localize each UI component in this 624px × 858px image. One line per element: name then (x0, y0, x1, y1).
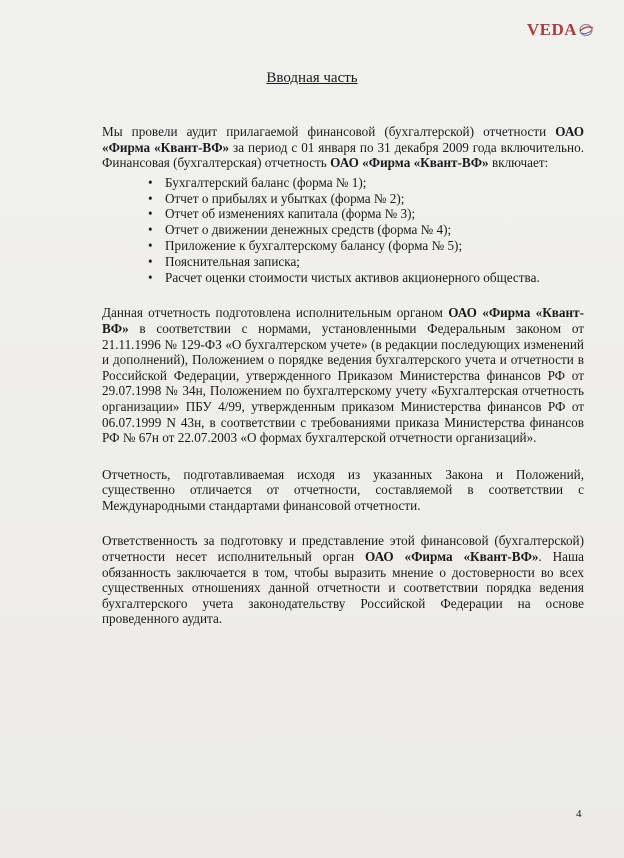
bullet-icon: • (148, 237, 153, 253)
report-forms-list (102, 175, 584, 286)
document-body (102, 124, 584, 627)
company-name: ОАО «Фирма «Квант-ВФ» (364, 549, 539, 565)
list-item: • Отчет о движении денежных средств (форма № 4); (148, 222, 452, 238)
standards-paragraph: Отчетность, подготавливаемая исходя из указанных Закона и Положений, существенно отличается от отчетности, составляемой в соответствии с Международными стандартами финансовой отчетности. (102, 466, 584, 513)
preparation-paragraph: Данная отчетность подготовлена исполнительным органом ОАО «Фирма «Квант-ВФ» в соответствии с нормами, установленными Федеральным законом от 21.11.1996 № 129-ФЗ «О бухгалтерском учете» (в редакции последующих изменений и дополнений), Положением о порядке ведения бухгалтерского учета и отчетности в Российской Федерации, утвержденного Приказом Министерства финансов РФ от 29.07.1998 № 34н, Положением по бухгалтерскому учету «Бухгалтерская отчетность организации» ПБУ 4/99, утвержденным приказом Министерства финансов РФ от 06.07.1999 N 43н, в соответствии с требованиями приказа Министерства финансов РФ № 67н от 22.07.2003 «О формах бухгалтерской отчетности организаций». (102, 305, 584, 446)
list-item: • Приложение к бухгалтерскому балансу (форма № 5); (148, 237, 463, 253)
bullet-icon: • (148, 190, 153, 206)
intro-paragraph (102, 124, 584, 171)
company-name: ОАО «Фирма «Квант-ВФ» (102, 305, 584, 336)
page-title: Вводная часть (266, 70, 358, 86)
page-number: 4 (576, 808, 582, 820)
intro-text-2: за период с 01 января по 31 декабря 2009 года включительно. Финансовая (бухгалтерская) отчетность (102, 139, 584, 171)
bullet-icon: • (148, 222, 153, 238)
intro-text-1: Мы провели аудит прилагаемой финансовой (бухгалтерской) отчетности (102, 124, 556, 139)
list-item: • Отчет о прибылях и убытках (форма № 2); (148, 190, 405, 206)
company-name: ОАО «Фирма «Квант-ВФ» (102, 124, 584, 155)
responsibility-paragraph: Ответственность за подготовку и представление этой финансовой (бухгалтерской) отчетности несет исполнительный орган ОАО «Фирма «Квант-ВФ». Наша обязанность заключается в том, чтобы выразить мнение о достоверности во всех существенных отношениях данной отчетности и соответствии порядка ведения бухгалтерского учета законодательству Российской Федерации на основе проведенного аудита. (102, 533, 585, 627)
company-name: ОАО «Фирма «Квант-ВФ» (330, 155, 489, 171)
bullet-icon: • (148, 206, 153, 222)
list-item: • Отчет об изменениях капитала (форма № 3); (148, 206, 416, 222)
bullet-icon: • (148, 269, 153, 285)
list-item: • Бухгалтерский баланс (форма № 1); (148, 174, 367, 190)
veda-logo (527, 20, 594, 40)
bullet-icon: • (148, 253, 153, 269)
globe-swirl-icon (578, 22, 594, 38)
intro-text-3: включает: (488, 155, 549, 171)
list-item: • Расчет оценки стоимости чистых активов акционерного общества. (148, 269, 540, 285)
bullet-icon: • (148, 174, 153, 190)
logo-text: VEDA (526, 20, 577, 39)
list-item: • Пояснительная записка; (148, 253, 300, 269)
